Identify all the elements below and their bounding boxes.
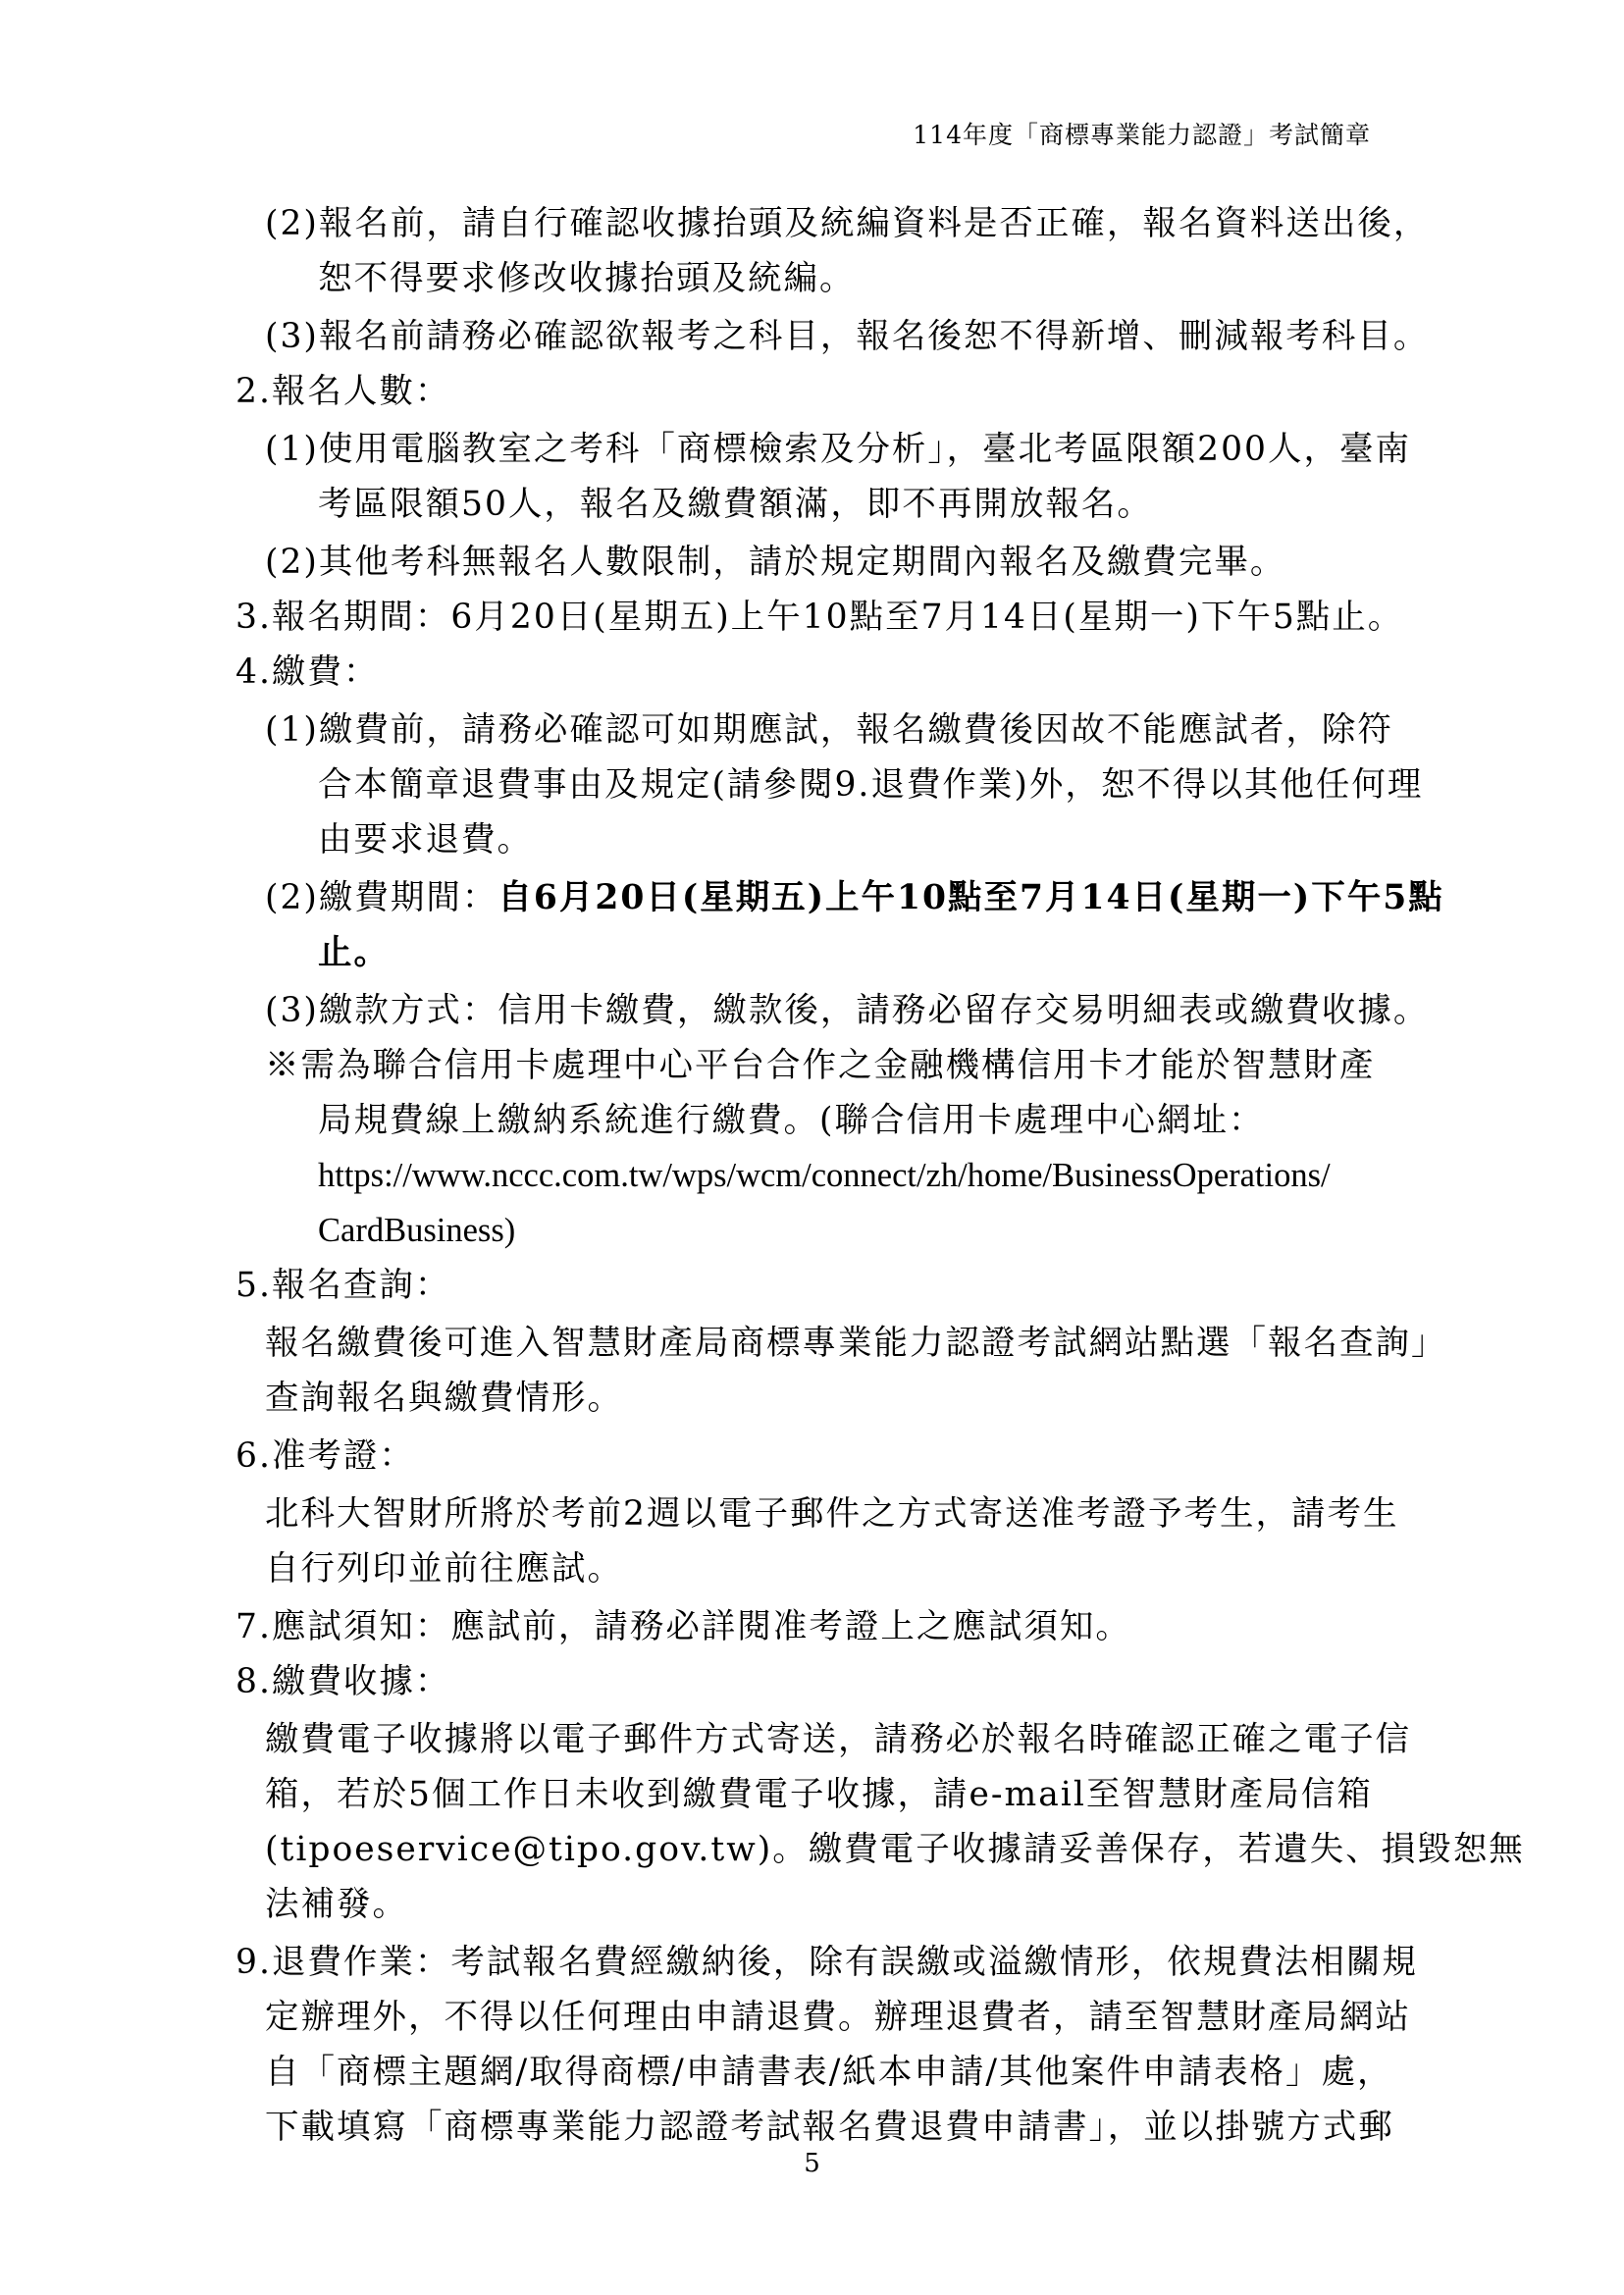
text-line: 查詢報名與繳費情形。 — [265, 1379, 623, 1418]
section-heading: 5.報名查詢： — [236, 1266, 451, 1305]
payment-period-value: 自6月20日(星期五)上午10點至7月14日(星期一)下午5點 — [498, 878, 1444, 917]
section-heading: 8.繳費收據： — [236, 1662, 451, 1701]
document-body — [236, 196, 1525, 2155]
section-heading: 2.報名人數： — [236, 372, 451, 411]
note-line: ※需為聯合信用卡處理中心平台合作之金融機構信用卡才能於智慧財產 — [265, 1046, 1376, 1085]
text-line: 恕不得要求修改收據抬頭及統編。 — [318, 259, 856, 298]
section-heading: 7.應試須知：應試前，請務必詳閱准考證上之應試須知。 — [236, 1607, 1131, 1646]
page-number: 5 — [804, 2149, 820, 2178]
text-line: 下載填寫「商標專業能力認證考試報名費退費申請書」，並以掛號方式郵 — [265, 2108, 1394, 2147]
text-line: 定辦理外，不得以任何理由申請退費。辦理退費者，請至智慧財產局網站 — [265, 1998, 1411, 2037]
text-line: 法補發。 — [265, 1885, 408, 1924]
section-heading: 4.繳費： — [236, 652, 380, 692]
section-heading: 9.退費作業：考試報名費經繳納後，除有誤繳或溢繳情形，依規費法相關規 — [236, 1943, 1418, 1982]
text-line: 繳費電子收據將以電子郵件方式寄送，請務必於報名時確認正確之電子信 — [265, 1720, 1411, 1759]
text-line: 自行列印並前往應試。 — [265, 1549, 623, 1589]
text-line: (3)繳款方式：信用卡繳費，繳款後，請務必留存交易明細表或繳費收據。 — [265, 991, 1430, 1030]
text-line: 合本簡章退費事由及規定(請參閱9.退費作業)外，恕不得以其他任何理 — [318, 765, 1424, 805]
text-line: (2)報名前，請自行確認收據抬頭及統編資料是否正確，報名資料送出後， — [265, 204, 1430, 243]
text-line: 止。 — [318, 933, 390, 972]
text-line: (3)報名前請務必確認欲報考之科目，報名後恕不得新增、刪減報考科目。 — [265, 317, 1430, 356]
note-line: 局規費線上繳納系統進行繳費。(聯合信用卡處理中心網址： — [318, 1101, 1265, 1140]
page-header-title: 114年度「商標專業能力認證」考試簡章 — [913, 121, 1371, 149]
section-heading: 3.報名期間：6月20日(星期五)上午10點至7月14日(星期一)下午5點止。 — [236, 598, 1404, 637]
nccc-url-link-end[interactable]: CardBusiness) — [318, 1212, 516, 1249]
text-line: (2)其他考科無報名人數限制，請於規定期間內報名及繳費完畢。 — [265, 543, 1286, 582]
text-line: (1)使用電腦教室之考科「商標檢索及分析」，臺北考區限額200人，臺南 — [265, 430, 1411, 469]
nccc-url-link[interactable]: https://www.nccc.com.tw/wps/wcm/connect/zh/home/BusinessOperations/ — [318, 1157, 1331, 1194]
text-line: (tipoeservice@tipo.gov.tw)。繳費電子收據請妥善保存，若遺失、損毀恕無 — [265, 1830, 1525, 1869]
payment-period-label: (2)繳費期間： — [265, 878, 498, 917]
text-line: 考區限額50人，報名及繳費額滿，即不再開放報名。 — [318, 485, 1153, 524]
section-heading: 6.准考證： — [236, 1436, 415, 1476]
text-line: (1)繳費前，請務必確認可如期應試，報名繳費後因故不能應試者，除符 — [265, 710, 1393, 750]
text-line: 報名繳費後可進入智慧財產局商標專業能力認證考試網站點選「報名查詢」 — [265, 1324, 1447, 1363]
text-line: 自「商標主題網/取得商標/申請書表/紙本申請/其他案件申請表格」處， — [265, 2053, 1393, 2092]
text-line — [236, 870, 1501, 925]
text-line: 由要求退費。 — [318, 820, 533, 860]
text-line: 北科大智財所將於考前2週以電子郵件之方式寄送准考證予考生，請考生 — [265, 1494, 1399, 1534]
text-line: 箱，若於5個工作日未收到繳費電子收據，請e-mail至智慧財產局信箱 — [265, 1775, 1373, 1814]
